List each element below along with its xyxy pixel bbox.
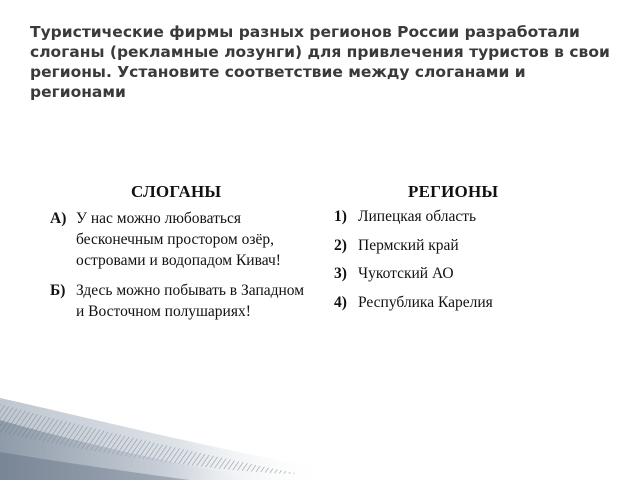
- region-marker: 2): [334, 236, 347, 254]
- task-title: Туристические фирмы разных регионов России разработали слоганы (рекламные лозунги) для привлечения туристов в свои регионы. Установите соответствие между слоганами и регионами: [30, 23, 610, 101]
- region-marker: 1): [334, 208, 347, 225]
- slogans-list: [50, 208, 320, 331]
- slogan-marker: Б): [50, 282, 66, 299]
- slogan-text: У нас можно любоваться бесконечным простором озёр, островами и водопадом Кивач!: [76, 210, 281, 269]
- region-text: Чукотский АО: [358, 265, 454, 282]
- region-item-2: [334, 235, 624, 264]
- region-item-1: [334, 206, 624, 235]
- region-text: Липецкая область: [358, 208, 477, 225]
- slogan-marker: А): [50, 210, 67, 227]
- region-text: Пермский край: [358, 236, 459, 254]
- region-item-3: [334, 263, 624, 292]
- regions-list: [334, 206, 624, 320]
- regions-header: РЕГИОНЫ: [408, 182, 499, 201]
- region-marker: 4): [334, 293, 347, 311]
- region-text: Республика Карелия: [358, 293, 493, 311]
- slogan-text: Здесь можно побывать в Западном и Восточном полушариях!: [76, 282, 305, 320]
- region-marker: 3): [334, 265, 347, 282]
- region-item-4: [334, 292, 624, 321]
- slogan-item-b: [50, 280, 320, 322]
- slogans-header: СЛОГАНЫ: [131, 182, 222, 201]
- slogan-item-a: [50, 208, 320, 271]
